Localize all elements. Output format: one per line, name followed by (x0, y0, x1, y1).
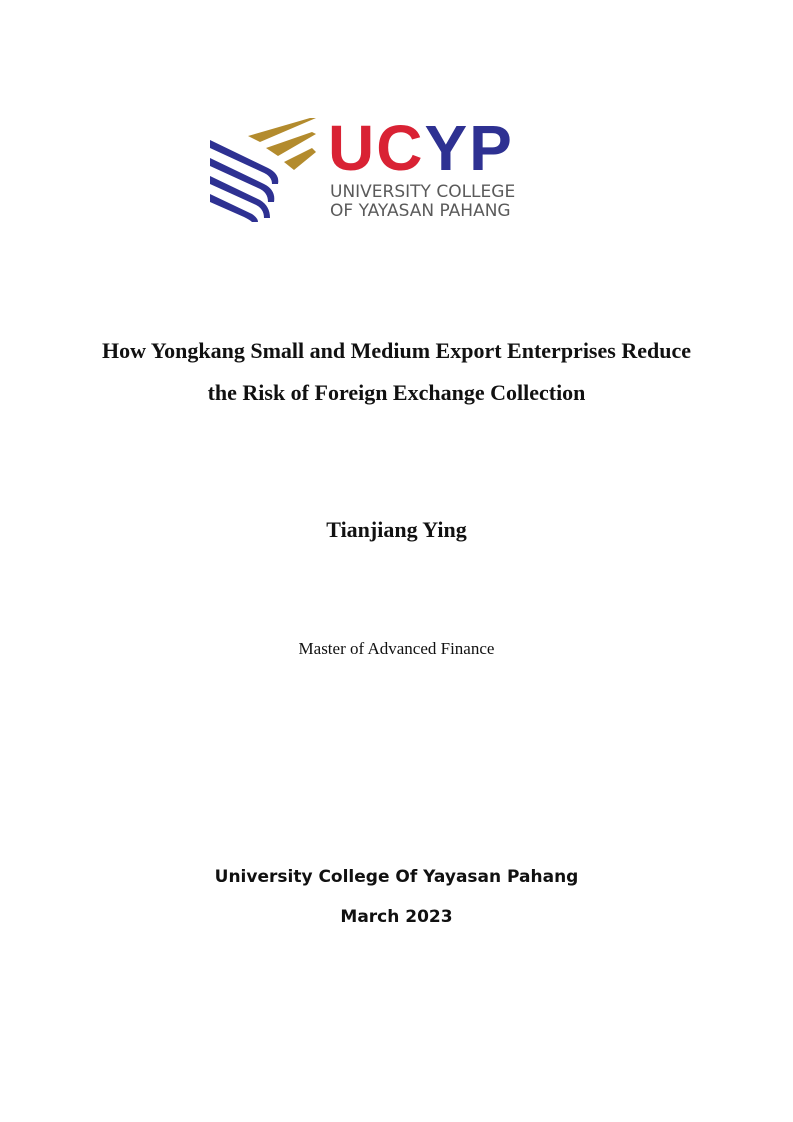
logo-wordmark (328, 112, 514, 184)
logo-subtitle-line1: UNIVERSITY COLLEGE (330, 182, 516, 202)
thesis-title (40, 330, 753, 414)
author-name: Tianjiang Ying (326, 517, 467, 542)
wing-emblem-icon (208, 112, 328, 224)
logo-wordmark-red: UC (328, 112, 425, 184)
university-logo (208, 112, 554, 224)
institution-name: University College Of Yayasan Pahang (214, 867, 579, 887)
thesis-title-line2: the Risk of Foreign Exchange Collection (207, 380, 586, 405)
thesis-title-line1: How Yongkang Small and Medium Export Enterprises Reduce (102, 338, 691, 363)
submission-date: March 2023 (340, 907, 453, 927)
degree-name: Master of Advanced Finance (298, 639, 495, 658)
logo-wordmark-blue: YP (424, 112, 514, 184)
logo-subtitle-line2: OF YAYASAN PAHANG (330, 201, 511, 221)
